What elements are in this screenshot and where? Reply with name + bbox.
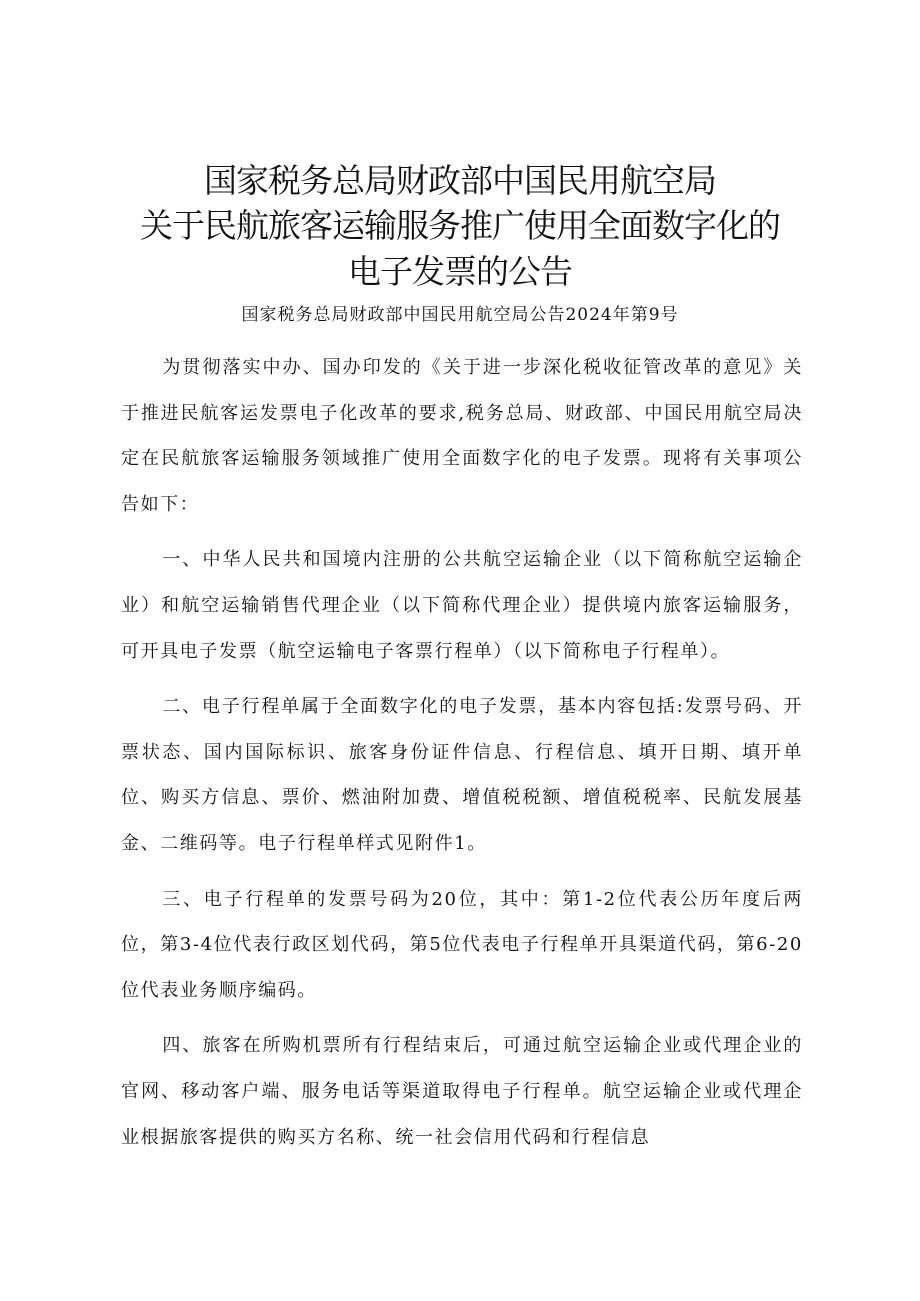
- announcement-number: 国家税务总局财政部中国民用航空局公告2024年第9号: [241, 305, 679, 325]
- title-line-2: 关于民航旅客运输服务推广使用全面数字化的: [140, 206, 780, 245]
- title-line-1: 国家税务总局财政部中国民用航空局: [204, 161, 716, 200]
- document-body: [121, 345, 803, 1160]
- paragraph-item-2: 二、电子行程单属于全面数字化的电子发票，基本内容包括:发票号码、开票状态、国内国际标识、旅客身份证件信息、行程信息、填开日期、填开单位、购买方信息、票价、燃油附加费、增值税税额、增值税税率、民航发展基金、二维码等。电子行程单样式见附件1。: [121, 696, 803, 854]
- paragraph-intro: 为贯彻落实中办、国办印发的《关于进一步深化税收征管改革的意见》关于推进民航客运发票电子化改革的要求,税务总局、财政部、中国民用航空局决定在民航旅客运输服务领域推广使用全面数字化的电子发票。现将有关事项公告如下：: [121, 357, 803, 515]
- paragraph-item-3: 三、电子行程单的发票号码为20位，其中：第1-2位代表公历年度后两位，第3-4位代表行政区划代码，第5位代表电子行程单开具渠道代码，第6-20位代表业务顺序编码。: [121, 888, 803, 1001]
- paragraph-item-4: 四、旅客在所购机票所有行程结束后，可通过航空运输企业或代理企业的官网、移动客户端、服务电话等渠道取得电子行程单。航空运输企业或代理企业根据旅客提供的购买方名称、统一社会信用代码和行程信息: [121, 1035, 803, 1148]
- title-line-3: 电子发票的公告: [348, 252, 572, 291]
- paragraph-item-1: 一、中华人民共和国境内注册的公共航空运输企业（以下简称航空运输企业）和航空运输销售代理企业（以下简称代理企业）提供境内旅客运输服务，可开具电子发票（航空运输电子客票行程单）（以下简称电子行程单）。: [121, 549, 803, 662]
